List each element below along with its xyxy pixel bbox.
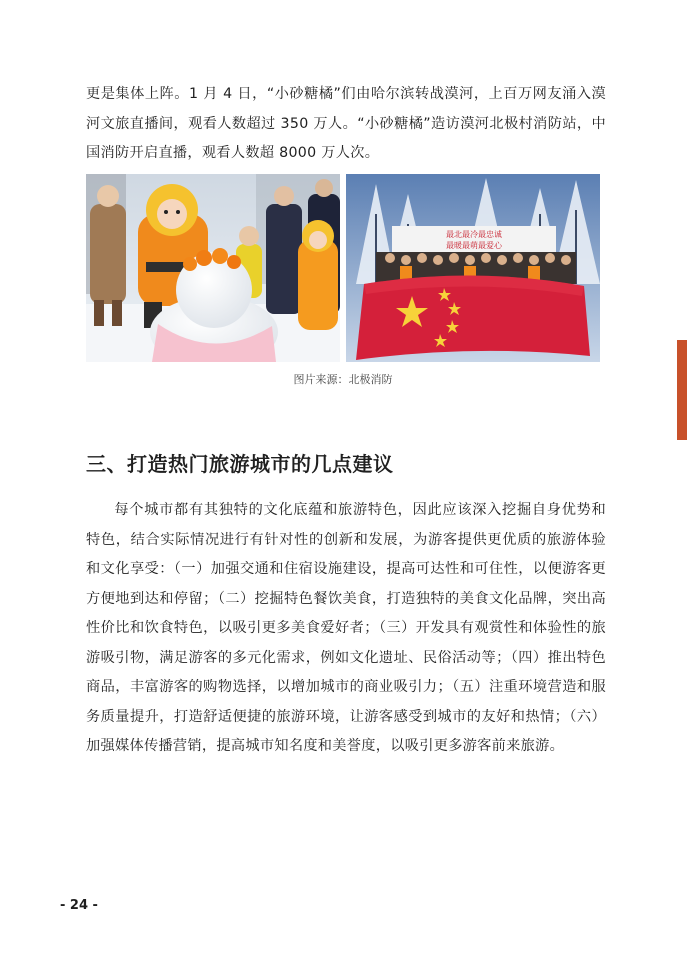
- intro-paragraph: 更是集体上阵。1 月 4 日，“小砂糖橘”们由哈尔滨转战漠河，上百万网友涌入漠河文旅直播间，观看人数超过 350 万人。“小砂糖橘”造访漠河北极村消防站，中国消防开启直播，观看人数超 8000 万人次。: [86, 86, 606, 161]
- banner-line2: 最暖最萌最爱心: [446, 241, 502, 250]
- flag-scene-image: [346, 174, 600, 362]
- page-number: - 24 -: [60, 898, 98, 913]
- photo-children-snowman: [86, 174, 340, 362]
- banner-line1: 最北最冷最忠诚: [446, 230, 502, 239]
- section-heading: 三、打造热门旅游城市的几点建议: [86, 452, 394, 476]
- snowman-scene-image: [86, 174, 340, 362]
- photo-group-flag: [346, 174, 600, 362]
- section-body-paragraph: 每个城市都有其独特的文化底蕴和旅游特色，因此应该深入挖掘自身优势和特色，结合实际情况进行有针对性的创新和发展，为游客提供更优质的旅游体验和文化享受：（一）加强交通和住宿设施建设，提高可达性和可住性，以便游客更方便地到达和停留；（二）挖掘特色餐饮美食，打造独特的美食文化品牌，突出高性价比和饮食特色，以吸引更多美食爱好者；（三）开发具有观赏性和体验性的旅游吸引物，满足游客的多元化需求，例如文化遗址、民俗活动等；（四）推出特色商品，丰富游客的购物选择，以增加城市的商业吸引力；（五）注重环境营造和服务质量提升，打造舒适便捷的旅游环境，让游客感受到城市的友好和热情；（六）加强媒体传播营销，提高城市知名度和美誉度，以吸引更多游客前来旅游。: [86, 502, 606, 754]
- chapter-side-tab: [677, 340, 687, 440]
- photo-caption: 图片来源：北极消防: [293, 373, 393, 386]
